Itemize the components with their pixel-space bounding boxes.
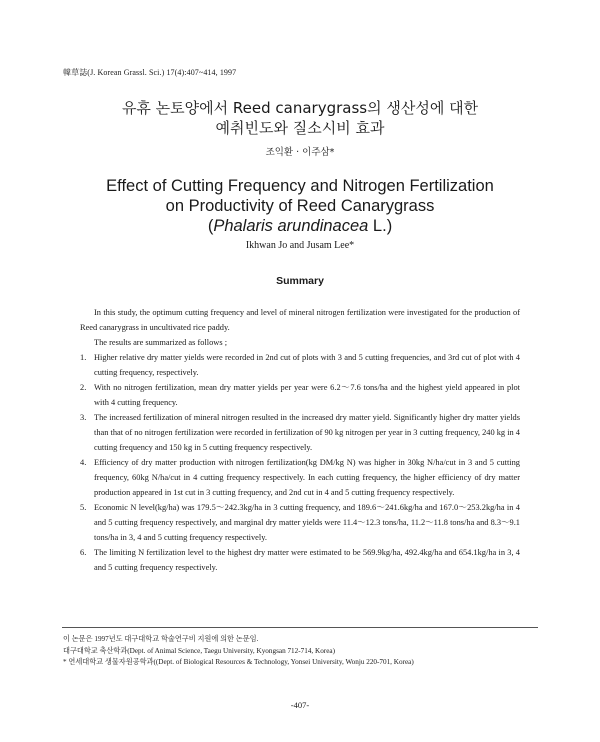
footnote-divider: [62, 627, 538, 628]
list-item-text: The increased fertilization of mineral nitrogen resulted in the increased dry matter yield. Significantly higher dry matter yields than that of no nitrogen fertilization were recorded in fertilization of 90 kg nitrogen per year in 3 cutting frequency, 240 kg in 4 cutting frequency and 150 kg in 5 cutting frequency respectively.: [94, 413, 520, 452]
footnote-affiliation-2: * 연세대학교 생물자원공학과((Dept. of Biological Resources & Technology, Yonsei University, Wonju 220-701, Korea): [63, 658, 414, 666]
english-title-line-1: Effect of Cutting Frequency and Nitrogen Fertilization: [106, 177, 494, 195]
english-title-line-3: [0, 216, 600, 237]
english-authors: Ikhwan Jo and Jusam Lee*: [245, 240, 355, 251]
korean-authors: 조익환 · 이주삼*: [265, 147, 335, 158]
list-item-number: 5.: [80, 503, 87, 512]
list-item-number: 2.: [80, 383, 87, 392]
list-item-number: 6.: [80, 548, 87, 557]
korean-title-line-1: 유휴 논토양에서 Reed canarygrass의 생산성에 대한: [121, 99, 479, 117]
list-item-text: Higher relative dry matter yields were recorded in 2nd cut of plots with 3 and 5 cutting frequencies, and 3rd cut of plot with 4 cutting frequency, respectively.: [94, 353, 520, 377]
footnotes: [63, 634, 543, 669]
list-item-text: With no nitrogen fertilization, mean dry matter yields per year were 6.2～7.6 tons/ha and the highest yield appeared in plot with 4 cutting frequency.: [94, 383, 520, 407]
species-name: Phalaris arundinacea: [213, 217, 369, 235]
list-item: [80, 545, 520, 575]
summary-body: [80, 305, 520, 575]
list-item: [80, 380, 520, 410]
page-number: -407-: [290, 700, 310, 710]
list-item-text: Economic N level(kg/ha) was 179.5～242.3kg/ha in 3 cutting frequency, and 189.6～241.6kg/ha and 167.0～253.2kg/ha in 4 and 5 cutting frequency respectively, and marginal dry matter yields were 11.4～12.3 tons/ha, 11.2～11.8 tons/ha and 8.3～9.1 tons/ha in 3, 4 and 5 cutting frequency respectively.: [94, 503, 520, 542]
list-item-text: The limiting N fertilization level to the highest dry matter were estimated to be 569.9kg/ha, 492.4kg/ha and 654.1kg/ha in 3, 4 and 5 cutting frequency respectively.: [94, 548, 520, 572]
english-title-line-2: on Productivity of Reed Canarygrass: [165, 197, 435, 215]
list-item: [80, 500, 520, 545]
korean-title-line-2: 예취빈도와 질소시비 효과: [215, 119, 385, 137]
results-list: [80, 350, 520, 575]
list-item: [80, 410, 520, 455]
results-intro: The results are summarized as follows ;: [94, 338, 228, 347]
title-paren-close: L.): [368, 217, 393, 235]
list-item: [80, 455, 520, 500]
footnote-affiliation-1: 대구대학교 축산학과(Dept. of Animal Science, Taegu University, Kyongsan 712-714, Korea): [63, 646, 335, 655]
list-item-text: Efficiency of dry matter production with nitrogen fertilization(kg DM/kg N) was higher in 30kg N/ha/cut in 3 and 5 cutting frequency, 60kg N/ha/cut in 4 cutting frequency respectively. In each cutting frequency, the higher efficiency of dry matter production appeared in 1st cut in 3 cutting frequency, and 2nd cut in 4 and 5 cutting frequency respectively.: [94, 458, 520, 497]
list-item-number: 4.: [80, 458, 87, 467]
list-item-number: 3.: [80, 413, 87, 422]
intro-paragraph: In this study, the optimum cutting frequency and level of mineral nitrogen fertilization were investigated for the production of Reed canarygrass in uncultivated rice paddy.: [80, 308, 520, 332]
footnote-funding: 이 논문은 1997년도 대구대학교 학술연구비 지원에 의한 논문임.: [63, 635, 259, 643]
summary-heading: Summary: [276, 275, 324, 287]
list-item: [80, 350, 520, 380]
list-item-number: 1.: [80, 353, 87, 362]
title-paren-open: (: [207, 217, 214, 235]
journal-reference: 韓草誌(J. Korean Grassl. Sci.) 17(4):407~414, 1997: [63, 68, 237, 77]
